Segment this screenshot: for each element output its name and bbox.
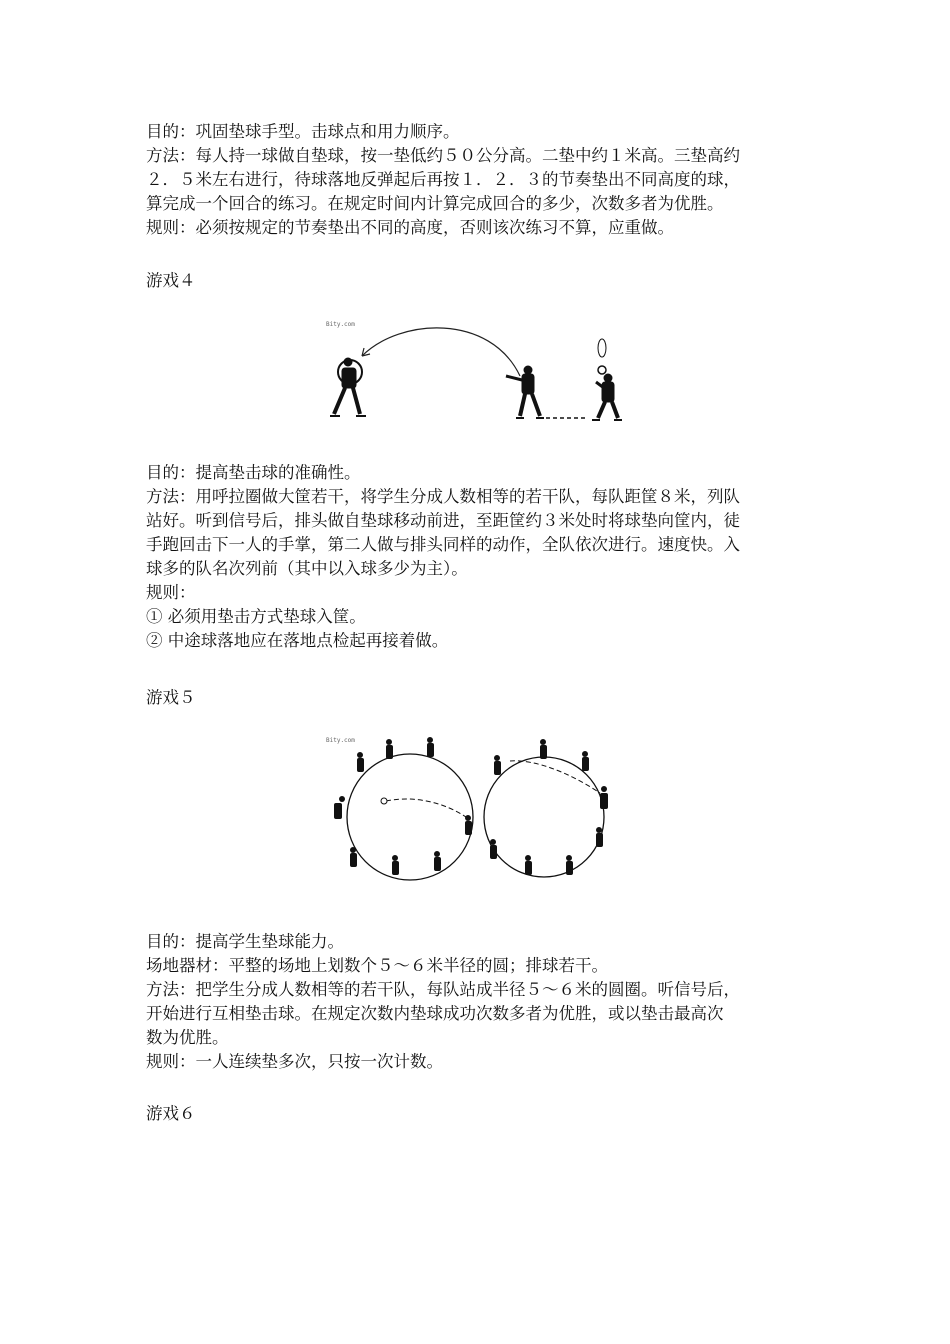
rule-item: ② 中途球落地应在落地点检起再接着做。 [146, 631, 449, 650]
rule-item: ① 必须用垫击方式垫球入筐。 [146, 607, 366, 626]
method-line: 站好。听到信号后，排头做自垫球移动前进，至距筐约３米处时将球垫向筐内，徒 [146, 511, 740, 530]
purpose-line: 目的：巩固垫球手型。击球点和用力顺序。 [146, 122, 460, 141]
purpose-line: 目的：提高学生垫球能力。 [146, 932, 344, 951]
equipment-line: 场地器材：平整的场地上划数个５～６米半径的圆；排球若干。 [146, 956, 608, 975]
player-figure [592, 339, 622, 420]
method-line: 数为优胜。 [146, 1028, 229, 1047]
figure-watermark: Bity.com [326, 737, 355, 744]
player-figures [334, 737, 472, 875]
figure-watermark: Bity.com [326, 321, 355, 328]
rules-line: 规则：必须按规定的节奏垫出不同的高度，否则该次练习不算，应重做。 [146, 218, 674, 237]
player-figure [330, 358, 366, 416]
ball [381, 798, 387, 804]
rules-heading: 规则： [146, 583, 196, 602]
game5-illustration-svg [320, 733, 630, 893]
method-line: 算完成一个回合的练习。在规定时间内计算完成回合的多少，次数多者为优胜。 [146, 194, 724, 213]
rules-line: 规则：一人连续垫多次，只按一次计数。 [146, 1052, 443, 1071]
method-line: 球多的队名次列前（其中以入球多少为主）。 [146, 559, 468, 578]
circle-formation [347, 754, 473, 880]
method-line: 方法：每人持一球做自垫球，按一垫低约５０公分高。二垫中约１米高。三垫高约 [146, 146, 740, 165]
player-figure [506, 366, 544, 418]
game-heading: 游戏４ [146, 271, 196, 290]
method-line: 方法：把学生分成人数相等的若干队，每队站成半径５～６米的圆圈。听信号后， [146, 980, 740, 999]
game4-illustration [320, 318, 630, 428]
game4-illustration-svg [320, 318, 630, 428]
ball-trajectory-arc [362, 328, 520, 376]
method-line: 手跑回击下一人的手掌，第二人做与排头同样的动作，全队依次进行。速度快。入 [146, 535, 740, 554]
method-line: ２．５米左右进行，待球落地反弹起后再按１．２．３的节奏垫出不同高度的球， [146, 170, 740, 189]
circle-formation [484, 757, 604, 877]
game-heading: 游戏５ [146, 688, 196, 707]
pass-trajectory [386, 799, 466, 817]
purpose-line: 目的：提高垫击球的准确性。 [146, 463, 361, 482]
game5-illustration [320, 733, 630, 893]
game-heading: 游戏６ [146, 1104, 196, 1123]
method-line: 方法：用呼拉圈做大筐若干，将学生分成人数相等的若干队，每队距筐８米，列队 [146, 487, 740, 506]
method-line: 开始进行互相垫击球。在规定次数内垫球成功次数多者为优胜，或以垫击最高次 [146, 1004, 724, 1023]
